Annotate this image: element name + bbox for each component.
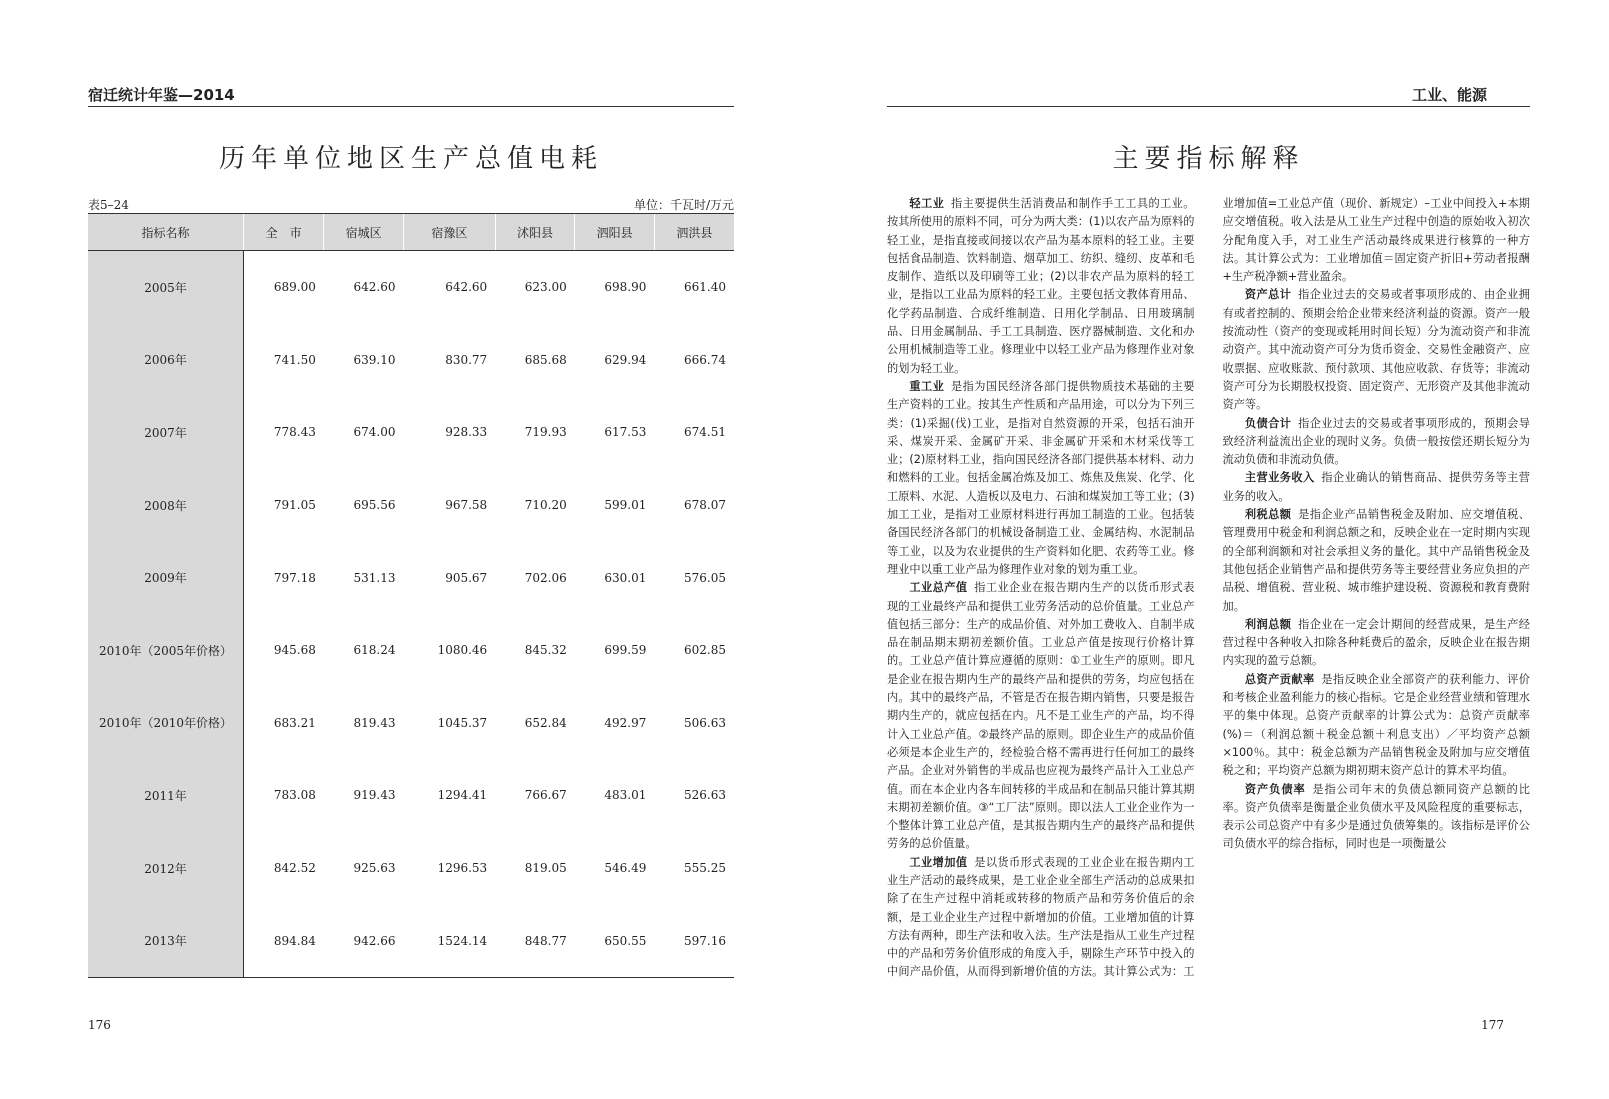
table-cell: 710.20 <box>524 498 567 513</box>
table-cell: 845.32 <box>524 643 567 658</box>
page-title-right: 主要指标解释 <box>1112 144 1305 174</box>
electricity-consumption-table <box>88 213 734 978</box>
table-cell: 783.08 <box>273 788 316 803</box>
table-cell: 830.77 <box>445 352 488 367</box>
table-row <box>88 832 734 905</box>
table-cell: 546.49 <box>604 861 647 876</box>
table-row <box>88 541 734 614</box>
column-header: 宿豫区 <box>403 214 495 251</box>
left-page <box>0 0 804 1099</box>
table-header-row <box>88 214 734 251</box>
row-label: 2010年（2010年价格） <box>88 687 244 760</box>
row-label: 2010年（2005年价格） <box>88 614 244 687</box>
table-cell: 695.56 <box>353 498 396 513</box>
column-header: 全 市 <box>244 214 324 251</box>
table-cell: 483.01 <box>604 788 647 803</box>
table-cell: 506.63 <box>684 715 726 730</box>
table-cell: 597.16 <box>654 904 734 977</box>
header-rule-left <box>88 106 734 107</box>
definition-term: 资产总计 <box>1244 288 1292 302</box>
table-row <box>88 614 734 687</box>
definition-term: 资产负债率 <box>1244 782 1306 796</box>
definition-paragraph <box>887 579 1195 853</box>
table-cell: 1080.46 <box>437 643 488 658</box>
table-cell: 642.60 <box>353 280 396 295</box>
table-meta <box>88 196 734 212</box>
definition-text: 指企业过去的交易或者事项形成的，预期会导致经济利益流出企业的现时义务。负债一般按偿还期长短分为流动负债和非流动负债。 <box>1222 416 1530 467</box>
table-cell: 1296.53 <box>437 861 488 876</box>
definition-paragraph <box>1223 781 1531 854</box>
table-cell: 623.00 <box>524 280 567 295</box>
table-row <box>88 251 734 324</box>
column-header: 宿城区 <box>324 214 404 251</box>
definition-text: 是指企业产品销售税金及附加、应交增值税、管理费用中税金和利润总额之和，反映企业在一定时期内实现的全部利润额和对社会承担义务的量化。其中产品销售税金及其他包括企业销售产品和提供劳务等主要经营业务应负担的产品税、增值税、营业税、城市维护建设税、资源税和教育费附加。 <box>1222 508 1530 613</box>
definition-text: 指企业在一定会计期间的经营成果，是生产经营过程中各种收入扣除各种耗费后的盈余，反映企业在报告期内实现的盈亏总额。 <box>1222 617 1530 668</box>
table-cell: 617.53 <box>604 425 647 440</box>
table-cell: 629.94 <box>604 352 647 367</box>
table-cell: 599.01 <box>604 498 647 513</box>
table-cell: 639.10 <box>353 352 396 367</box>
definition-paragraph <box>1223 286 1531 414</box>
table-cell: 674.51 <box>684 425 726 440</box>
column-header: 沭阳县 <box>495 214 575 251</box>
table-cell: 766.67 <box>524 788 567 803</box>
definition-text: 是以货币形式表现的工业企业在报告期内工业生产活动的最终成果，是工业企业全部生产活动的总成果扣除了在生产过程中消耗或转移的物质产品和劳务价值后的余额，是工业企业生产过程中新增加的价值。工业增加值的计算方法有两种，即生产法和收入法。生产法是指从工业生产过程中的产品和劳务价值形成的角度入手，剔除生产环节中投入的中间产品价值，从而得到新增价值的方法。其计算公式为：工业增加值=工业总产值（现价、新规定）–工业中间投入+本期应交增值税。收入法是从工业生产过程中创造的原始收入初次分配角度入手，对工业生产活动最终成果进行核算的一种方法。其计算公式为：工业增加值＝固定资产折旧+劳动者报酬+生产税净额+营业盈余。 <box>887 197 1530 979</box>
table-cell: 526.63 <box>684 788 726 803</box>
column-header: 泗阳县 <box>575 214 655 251</box>
definition-text: 是指公司年末的负债总额同资产总额的比率。资产负债率是衡量企业负债水平及风险程度的重要标志，表示公司总资产中有多少是通过负债筹集的。该指标是评价公司负债水平的综合指标，同时也是一项衡量公 <box>1222 782 1530 851</box>
header-rule-right <box>887 106 1530 107</box>
table-cell: 555.25 <box>684 861 726 876</box>
definition-paragraph <box>1223 506 1531 616</box>
definition-text: 指企业过去的交易或者事项形成的、由企业拥有或者控制的、预期会给企业带来经济利益的资源。资产一般按流动性（资产的变现或耗用时间长短）分为流动资产和非流动资产。其中流动资产可分为货币资金、交易性金融资产、应收票据、应收账款、预付款项、其他应收款、存货等；非流动资产可分为长期股权投资、固定资产、无形资产及其他非流动资产等。 <box>1222 288 1530 412</box>
row-label: 2005年 <box>88 251 244 324</box>
table-row <box>88 324 734 397</box>
table-cell: 1524.14 <box>403 904 495 977</box>
table-cell: 678.07 <box>684 498 726 513</box>
column-header: 泗洪县 <box>654 214 734 251</box>
table-cell: 683.21 <box>273 715 316 730</box>
definitions-text <box>887 195 1530 985</box>
definition-text: 指企业确认的销售商品、提供劳务等主营业务的收入。 <box>1222 471 1530 503</box>
table-cell: 928.33 <box>445 425 488 440</box>
definition-term: 负债合计 <box>1244 416 1292 430</box>
table-cell: 576.05 <box>684 570 726 585</box>
table-cell: 741.50 <box>273 352 316 367</box>
definition-term: 主营业务收入 <box>1244 471 1315 485</box>
table-cell: 942.66 <box>324 904 404 977</box>
table-cell: 685.68 <box>524 352 567 367</box>
definition-paragraph <box>1223 616 1531 671</box>
table-cell: 699.59 <box>604 643 647 658</box>
table-cell: 666.74 <box>684 352 726 367</box>
page-title-left: 历年单位地区生产总值电耗 <box>218 144 603 174</box>
table-cell: 650.55 <box>575 904 655 977</box>
table-cell: 848.77 <box>495 904 575 977</box>
column-header: 指标名称 <box>88 214 244 251</box>
table-cell: 819.05 <box>524 861 567 876</box>
table-number: 表5–24 <box>88 198 129 212</box>
definition-term: 利润总额 <box>1244 617 1292 631</box>
running-head-left: 宿迁统计年鉴—2014 <box>88 86 235 104</box>
definition-term: 轻工业 <box>909 197 945 210</box>
table-row <box>88 396 734 469</box>
definition-text: 指工业企业在报告期内生产的以货币形式表现的工业最终产品和提供工业劳务活动的总价值量。工业总产值包括三部分：生产的成品价值、对外加工费收入、自制半成品在制品期末期初差额价值。工业总产值是按现行价格计算的。工业总产值计算应遵循的原则：①工业生产的原则。即凡是企业在报告期内生产的最终产品和提供的劳务，均应包括在内。其中的最终产品，不管是否在报告期内销售，只要是报告期内生产的，就应包括在内。凡不是工业生产的产品，均不得计入工业总产值。②最终产品的原则。即企业生产的成品价值必须是本企业生产的，经检验合格不需再进行任何加工的最终产品。企业对外销售的半成品也应视为最终产品计入工业总产值。而在本企业内各车间转移的半成品和在制品只能计算其期末期初差额价值。③“工厂法”原则。即以法人工业企业作为一个整体计算工业总产值，是其报告期内生产的最终产品和提供劳务的总价值量。 <box>887 581 1195 851</box>
row-label: 2012年 <box>88 832 244 905</box>
table-row <box>88 904 734 977</box>
table-cell: 602.85 <box>684 643 726 658</box>
table-cell: 642.60 <box>445 280 488 295</box>
table-cell: 945.68 <box>273 643 316 658</box>
table-row <box>88 687 734 760</box>
row-label: 2006年 <box>88 324 244 397</box>
table-cell: 674.00 <box>353 425 396 440</box>
table-cell: 689.00 <box>273 280 316 295</box>
definition-text: 指主要提供生活消费品和制作手工工具的工业。按其所使用的原料不同，可分为两大类：(1)以农产品为原料的轻工业，是指直接或间接以农产品为基本原料的轻工业。主要包括食品制造、饮料制造、烟草加工、纺织、缝纫、皮革和毛皮制作、造纸以及印刷等工业；(2)以非农产品为原料的轻工业，是指以工业品为原料的轻工业。主要包括文教体育用品、化学药品制造、合成纤维制造、日用化学制品、日用玻璃制品、日用金属制品、手工工具制造、医疗器械制造、文化和办公用机械制造等工业。修理业中以轻工业产品为修理作业对象的划为轻工业。 <box>887 197 1195 375</box>
table-cell: 842.52 <box>273 861 316 876</box>
row-label: 2008年 <box>88 469 244 542</box>
row-label: 2013年 <box>88 904 244 977</box>
definition-term: 工业总产值 <box>909 581 968 595</box>
table-cell: 1045.37 <box>437 715 488 730</box>
row-label: 2007年 <box>88 396 244 469</box>
table-cell: 791.05 <box>273 498 316 513</box>
definition-term: 工业增加值 <box>909 855 968 869</box>
definition-paragraph <box>887 378 1195 579</box>
definition-term: 重工业 <box>909 379 945 393</box>
definition-paragraph <box>1223 469 1531 506</box>
table-cell: 702.06 <box>524 570 567 585</box>
table-cell: 905.67 <box>445 570 488 585</box>
table-cell: 630.01 <box>604 570 647 585</box>
row-label: 2009年 <box>88 541 244 614</box>
table-cell: 492.97 <box>604 715 647 730</box>
page-number-right: 177 <box>1481 1018 1504 1032</box>
table-unit: 单位：千瓦时/万元 <box>633 198 734 212</box>
page-number-left: 176 <box>88 1018 111 1032</box>
row-label: 2011年 <box>88 759 244 832</box>
definition-text: 是指为国民经济各部门提供物质技术基础的主要生产资料的工业。按其生产性质和产品用途，可以分为下列三类：(1)采掘(伐)工业，是指对自然资源的开采，包括石油开采、煤炭开采、金属矿开采、非金属矿开采和木材采伐等工业；(2)原材料工业，指向国民经济各部门提供基本材料、动力和燃料的工业。包括金属冶炼及加工、炼焦及焦炭、化学、化工原料、水泥、人造板以及电力、石油和煤炭加工等工业；(3)加工工业，是指对工业原材料进行再加工制造的工业。包括装备国民经济各部门的机械设备制造工业、金属结构、水泥制品等工业，以及为农业提供的生产资料如化肥、农药等工业。修理业中以重工业产品为修理作业对象的划为重工业。 <box>887 379 1195 576</box>
table-cell: 531.13 <box>353 570 396 585</box>
table-cell: 919.43 <box>353 788 396 803</box>
table-cell: 819.43 <box>353 715 396 730</box>
table-cell: 719.93 <box>524 425 567 440</box>
running-head-right: 工业、能源 <box>1411 86 1487 104</box>
definition-paragraph <box>887 195 1195 378</box>
definition-text: 是指反映企业全部资产的获利能力、评价和考核企业盈利能力的核心指标。它是企业经营业绩和管理水平的集中体现。总资产贡献率的计算公式为：总资产贡献率(%)＝（利润总额＋税金总额＋利息支出）／平均资产总额×100％。其中：税金总额为产品销售税金及附加与应交增值税之和；平均资产总额为期初期末资产总计的算术平均值。 <box>1222 672 1530 778</box>
table-cell: 778.43 <box>273 425 316 440</box>
table-cell: 1294.41 <box>437 788 488 803</box>
definition-paragraph <box>1223 415 1531 470</box>
table-cell: 652.84 <box>524 715 567 730</box>
table-body <box>88 251 734 978</box>
definition-paragraph <box>1223 671 1531 781</box>
table-cell: 967.58 <box>445 498 488 513</box>
definition-term: 利税总额 <box>1244 508 1292 522</box>
table-cell: 797.18 <box>273 570 316 585</box>
table-cell: 661.40 <box>684 280 726 295</box>
table-row <box>88 469 734 542</box>
table-cell: 698.90 <box>604 280 647 295</box>
table-cell: 894.84 <box>244 904 324 977</box>
table-cell: 618.24 <box>353 643 396 658</box>
table-row <box>88 759 734 832</box>
definition-term: 总资产贡献率 <box>1244 672 1315 686</box>
right-page <box>804 0 1609 1099</box>
table-cell: 925.63 <box>353 861 396 876</box>
